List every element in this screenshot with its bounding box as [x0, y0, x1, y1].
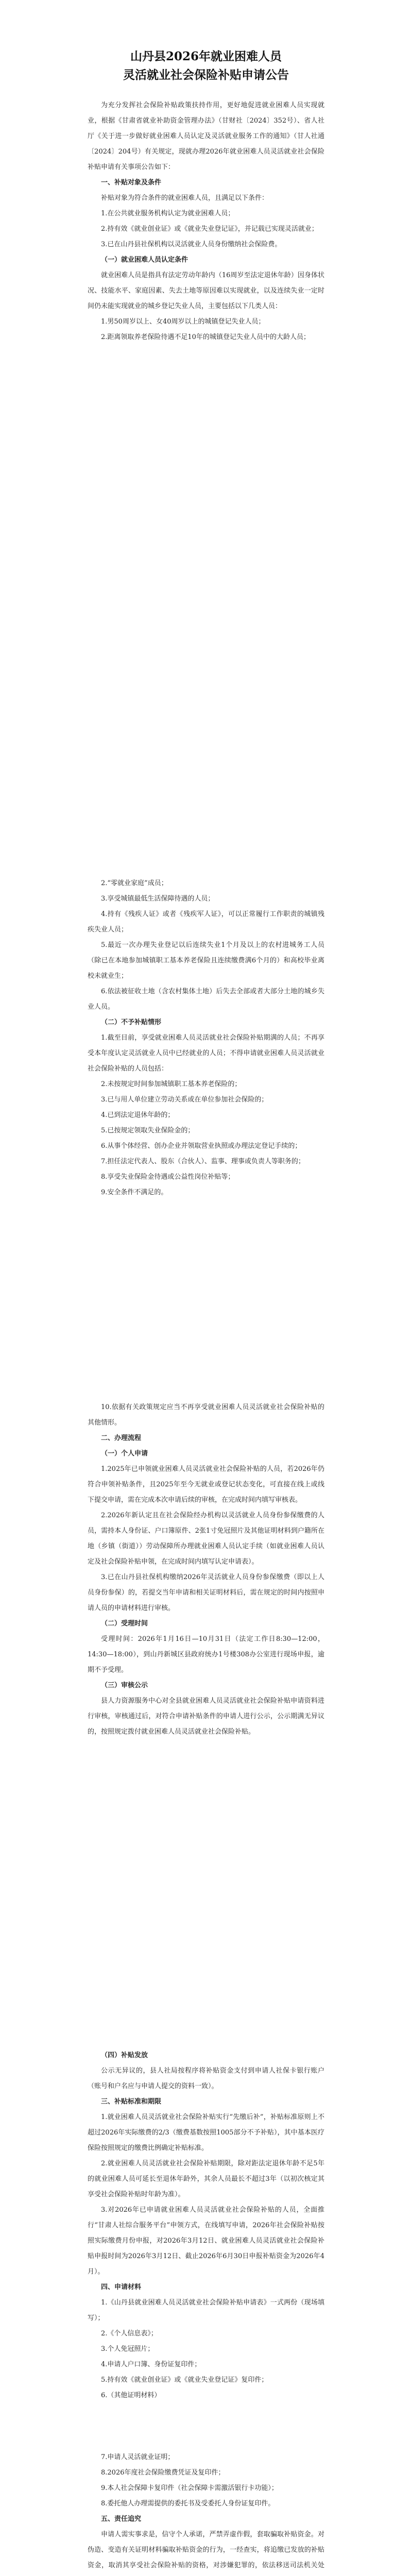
section-4-heading: 四、申请材料	[101, 2283, 142, 2291]
list-item: 7.担任法定代表人、股东（合伙人）、监事、理事或负责人等职务的；	[101, 1158, 305, 1165]
title-line-2: 灵活就业社会保险补贴申请公告	[123, 68, 289, 82]
section-1-heading: 一、补贴对象及条件	[101, 179, 162, 187]
list-item: 2.距离领取养老保险待遇不足10年的城镇登记失业人员中的大龄人员；	[101, 333, 310, 341]
page-4-body-top	[88, 2048, 324, 2403]
page-2-body	[88, 876, 324, 1200]
document-title	[88, 47, 324, 84]
list-item: 4.持有《残疾人证》或者《残疾军人证》，可以正常履行工作职责的城镇残疾失业人员；	[88, 910, 324, 934]
list-item: 1.在公共就业服务机构认定为就业困难人员；	[101, 210, 235, 217]
list-item: 7.申请人灵活就业证明；	[101, 2453, 175, 2461]
list-item: 8.2026年度社会保险缴费凭证及复印件；	[101, 2469, 225, 2477]
paragraph: 3.已在山丹县社保机构缴纳2026年灵活就业人员身份参保缴费（即以上人员身份参保）的，若提交当年申请和相关证明材料后，需在规定的时间内按照申请人员的申请材料进行审核。	[88, 1573, 324, 1612]
list-item: 1.男50周岁以上、女40周岁以上的城镇登记失业人员；	[101, 318, 265, 326]
list-item: 2.未按规定时间参加城镇职工基本养老保险的；	[101, 1080, 242, 1088]
paragraph: 受理时间：2026年1月16日—10月31日（法定工作日8:30—12:00，14:30—18:00），到山丹新城区县政府统办1号楼308办公室进行现场申报，逾期不予受理。	[88, 1635, 324, 1674]
paragraph: 1.就业困难人员灵活就业社会保险补贴实行“先缴后补”，补贴标准原则上不超过2026年实际缴费的2/3（缴费基数按照1005部分不予补贴），其中基本医疗保险按照规定的缴费比例确定补贴标准。	[88, 2113, 324, 2152]
list-item: 3.已与用人单位建立劳动关系或在单位参加社会保险的；	[101, 1096, 268, 1104]
page-3	[0, 1332, 412, 2038]
list-item: 5.已按规定领取失业保险金的；	[101, 1127, 195, 1134]
title-line-1: 山丹县2026年就业困难人员	[130, 49, 282, 63]
subsection-paragraph: 1.截至目前，享受就业困难人员灵活就业社会保险补贴期满的人员；不再享受本年度认定灵活就业人员中已经就业的人员；不得申请就业困难人员灵活就业社会保险补贴的人员包括：	[88, 1034, 324, 1073]
subsection-heading: （四）补贴发放	[101, 2052, 148, 2059]
list-item: 3.享受城镇最低生活保障待遇的人员；	[101, 895, 215, 903]
section-5-heading: 五、责任追究	[101, 2515, 142, 2523]
list-item: 2.《个人信息表》；	[101, 2330, 158, 2337]
list-item: 4.已到法定退休年龄的；	[101, 1111, 175, 1119]
subsection-heading: （二）受理时间	[101, 1620, 148, 1628]
intro-paragraph: 为充分发挥社会保险补贴政策扶持作用，更好地促进就业困难人员实现就业，根据《甘肃省就业补助资金管理办法》（甘财社〔2024〕352号）、省人社厅《关于进一步做好就业困难人员认定及灵活就业服务工作的通知》（甘人社通〔2024〕204号）有关规定，现就办理2026年就业困难人员灵活就业社会保险补贴申请有关事项公告如下：	[88, 101, 324, 171]
page-1	[0, 0, 412, 796]
list-item: 6.依法被征收土地（含农村集体土地）后失去全部或者大部分土地的城乡失业人员。	[88, 988, 324, 1011]
subsection-heading: （三）审核公示	[101, 1682, 148, 1689]
section-3-heading: 三、补贴标准和期限	[101, 2098, 162, 2106]
paragraph: 2.2026年新认定且在社会保险经办机构以灵活就业人员身份参保缴费的人员，需持本人身份证、户口簿原件、2张1寸免冠照片及其他证明材料到户籍所在地（乡镇（街道））劳动保障所办理就业困难人员认定手续（如就业困难人员认定及社会保险补贴申领，在完成时间内填写认定申请表）。	[88, 1512, 324, 1566]
section-1-paragraph: 补贴对象为符合条件的就业困难人员，且满足以下条件：	[101, 194, 269, 202]
section-2-heading: 二、办理流程	[101, 1434, 142, 1442]
subsection-heading: （二）不予补贴情形	[101, 1019, 162, 1026]
list-item: 9.安全条件不满足的。	[101, 1189, 168, 1196]
list-item: 6.从事个体经营、创办企业并领取营业执照或办理法定登记手续的；	[101, 1142, 302, 1150]
list-item: 2.持有效《就业创业证》或《就业失业登记证》，并记载已实现灵活就业；	[101, 225, 318, 233]
page-3-body	[88, 1400, 324, 1740]
page-4-body-bottom	[88, 2450, 324, 2576]
paragraph: 县人力资源服务中心对全县就业困难人员灵活就业社会保险补贴申请资料进行审核，审核通过后，对符合申请补贴条件的申请人进行公示，公示期满无异议的，按照规定拨付就业困难人员灵活就业社会保险补贴。	[88, 1697, 324, 1736]
subsection-paragraph: 就业困难人员是指具有法定劳动年龄内（16周岁至法定退休年龄）因身体状况、技能水平、家庭因素、失去土地等原因难以实现就业，以及连续失业一定时间仍未能实现就业的城乡登记失业人员，主要包括以下几类人员：	[88, 272, 324, 310]
list-item: 5.最近一次办理失业登记以后连续失业1个月及以上的农村进城务工人员（除已在本地参加城镇职工基本养老保险且连续缴费满6个月的）和高校毕业离校未就业生；	[88, 941, 324, 980]
paragraph: 公示无异议的，县人社局按程序将补贴资金支付到申请人社保卡银行账户（账号和户名应与申请人提交的资料一致）。	[88, 2067, 324, 2090]
list-item: 5.持有效《就业创业证》或《就业失业登记证》复印件；	[101, 2376, 268, 2384]
page-2	[0, 796, 412, 1332]
list-item: 1.《山丹县就业困难人员灵活就业社会保险补贴申请表》一式两份（现场填写）；	[88, 2299, 324, 2322]
paragraph: 1.2025年已申领就业困难人员灵活就业社会保险补贴的人员，若2026年仍符合申领补贴条件，且2025年至今无就业或登记状态变化，可直接在线上或线下提交申请，需在完成本次申请后续的审核，在完成时间内填写审核表。	[88, 1465, 324, 1504]
list-item: 2.“零就业家庭”成员；	[101, 879, 168, 887]
paragraph: 3.对2026年已申请就业困难人员灵活就业社会保险补贴的人员，全面推行“甘肃人社综合服务平台”申领方式，在线填写申请，2026年社会保险补贴按照实际缴费月份申报，对2026年3月12日、就业困难人员灵活就业社会保险补贴申报时间为2026年3月12日、截止2026年6月30日申报补贴资金为2026年4月）。	[88, 2206, 324, 2276]
page-4	[0, 2038, 412, 2576]
list-item: 6.（其他证明材料）	[101, 2392, 161, 2399]
list-item: 3.已在山丹县社保机构以灵活就业人员身份缴纳社会保险费。	[101, 241, 282, 248]
subsection-heading: （一）个人申请	[101, 1450, 148, 1458]
paragraph: 申请人需实事求是，信守个人承诺，严禁弄虚作假，套取骗取补贴资金。对伪造、变造有关证明材料骗取补贴资金的行为，一经查实，将追缴已发放的补贴资金，取消其享受社会保险补贴的资格，对涉嫌犯罪的，依法移送司法机关处	[88, 2531, 324, 2569]
subsection-heading: （一）就业困难人员认定条件	[101, 256, 188, 264]
list-item: 9.本人社会保障卡复印件（社会保障卡需激活银行卡功能）；	[101, 2484, 278, 2492]
list-item: 8.委托他人办理需提供的委托书及受委托人身份证复印件。	[101, 2500, 275, 2507]
list-item: 3.个人免冠照片；	[101, 2345, 154, 2353]
list-item: 8.享受失业保险金待遇或公益性岗位补贴等；	[101, 1173, 235, 1181]
list-item: 10.依据有关政策规定应当不再享受就业困难人员灵活就业社会保险补贴的其他情形。	[88, 1403, 324, 1427]
paragraph: 2.就业困难人员灵活就业社会保险补贴期限，除对距法定退休年龄不足5年的就业困难人员可延长至退休年龄外，其余人员最长不超过3年（以初次核定其享受社会保险补贴时年龄为准）。	[88, 2160, 324, 2198]
list-item: 4.申请人户口簿、身份证复印件；	[101, 2361, 201, 2368]
